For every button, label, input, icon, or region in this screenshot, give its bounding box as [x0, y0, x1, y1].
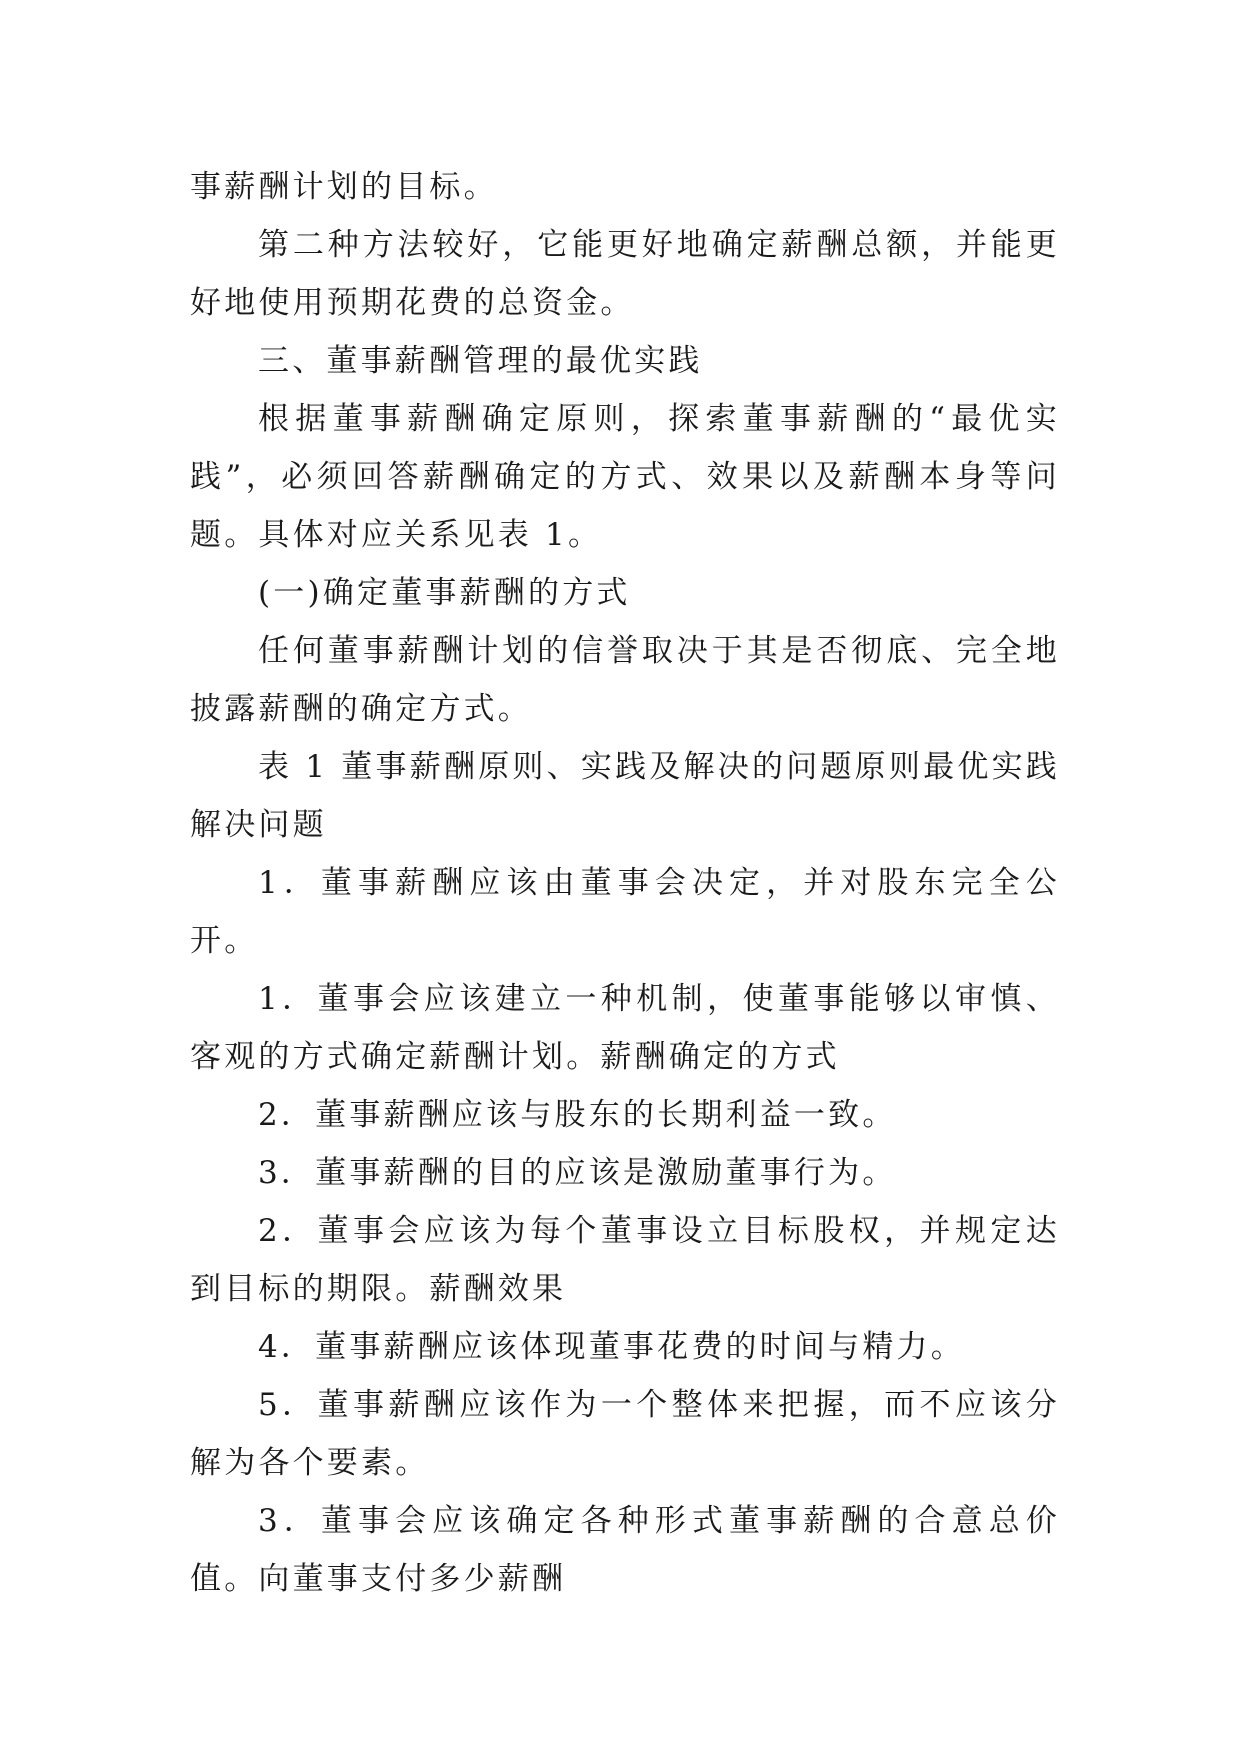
paragraph: 第二种方法较好，它能更好地确定薪酬总额，并能更好地使用预期花费的总资金。 [190, 227, 1060, 321]
list-item: 1．董事会应该建立一种机制，使董事能够以审慎、客观的方式确定薪酬计划。薪酬确定的方式 [190, 981, 1060, 1075]
subsection-heading: (一)确定董事薪酬的方式 [258, 575, 631, 611]
paragraph: 事薪酬计划的目标。 [190, 169, 498, 205]
list-item: 2．董事薪酬应该与股东的长期利益一致。 [258, 1097, 897, 1133]
list-item: 5．董事薪酬应该作为一个整体来把握，而不应该分解为各个要素。 [190, 1387, 1060, 1481]
table-caption: 表 1 董事薪酬原则、实践及解决的问题原则最优实践解决问题 [190, 749, 1060, 843]
paragraph: 任何董事薪酬计划的信誉取决于其是否彻底、完全地披露薪酬的确定方式。 [190, 633, 1060, 727]
section-heading: 三、董事薪酬管理的最优实践 [258, 343, 703, 379]
list-item: 3．董事会应该确定各种形式董事薪酬的合意总价值。向董事支付多少薪酬 [190, 1503, 1060, 1597]
list-item: 1．董事薪酬应该由董事会决定，并对股东完全公开。 [190, 865, 1060, 959]
paragraph: 根据董事薪酬确定原则，探索董事薪酬的“最优实践”，必须回答薪酬确定的方式、效果以及薪酬本身等问题。具体对应关系见表 1。 [190, 401, 1060, 553]
list-item: 2．董事会应该为每个董事设立目标股权，并规定达到目标的期限。薪酬效果 [190, 1213, 1060, 1307]
document-body [190, 158, 1060, 1608]
list-item: 3．董事薪酬的目的应该是激励董事行为。 [258, 1155, 897, 1191]
list-item: 4．董事薪酬应该体现董事花费的时间与精力。 [258, 1329, 965, 1365]
